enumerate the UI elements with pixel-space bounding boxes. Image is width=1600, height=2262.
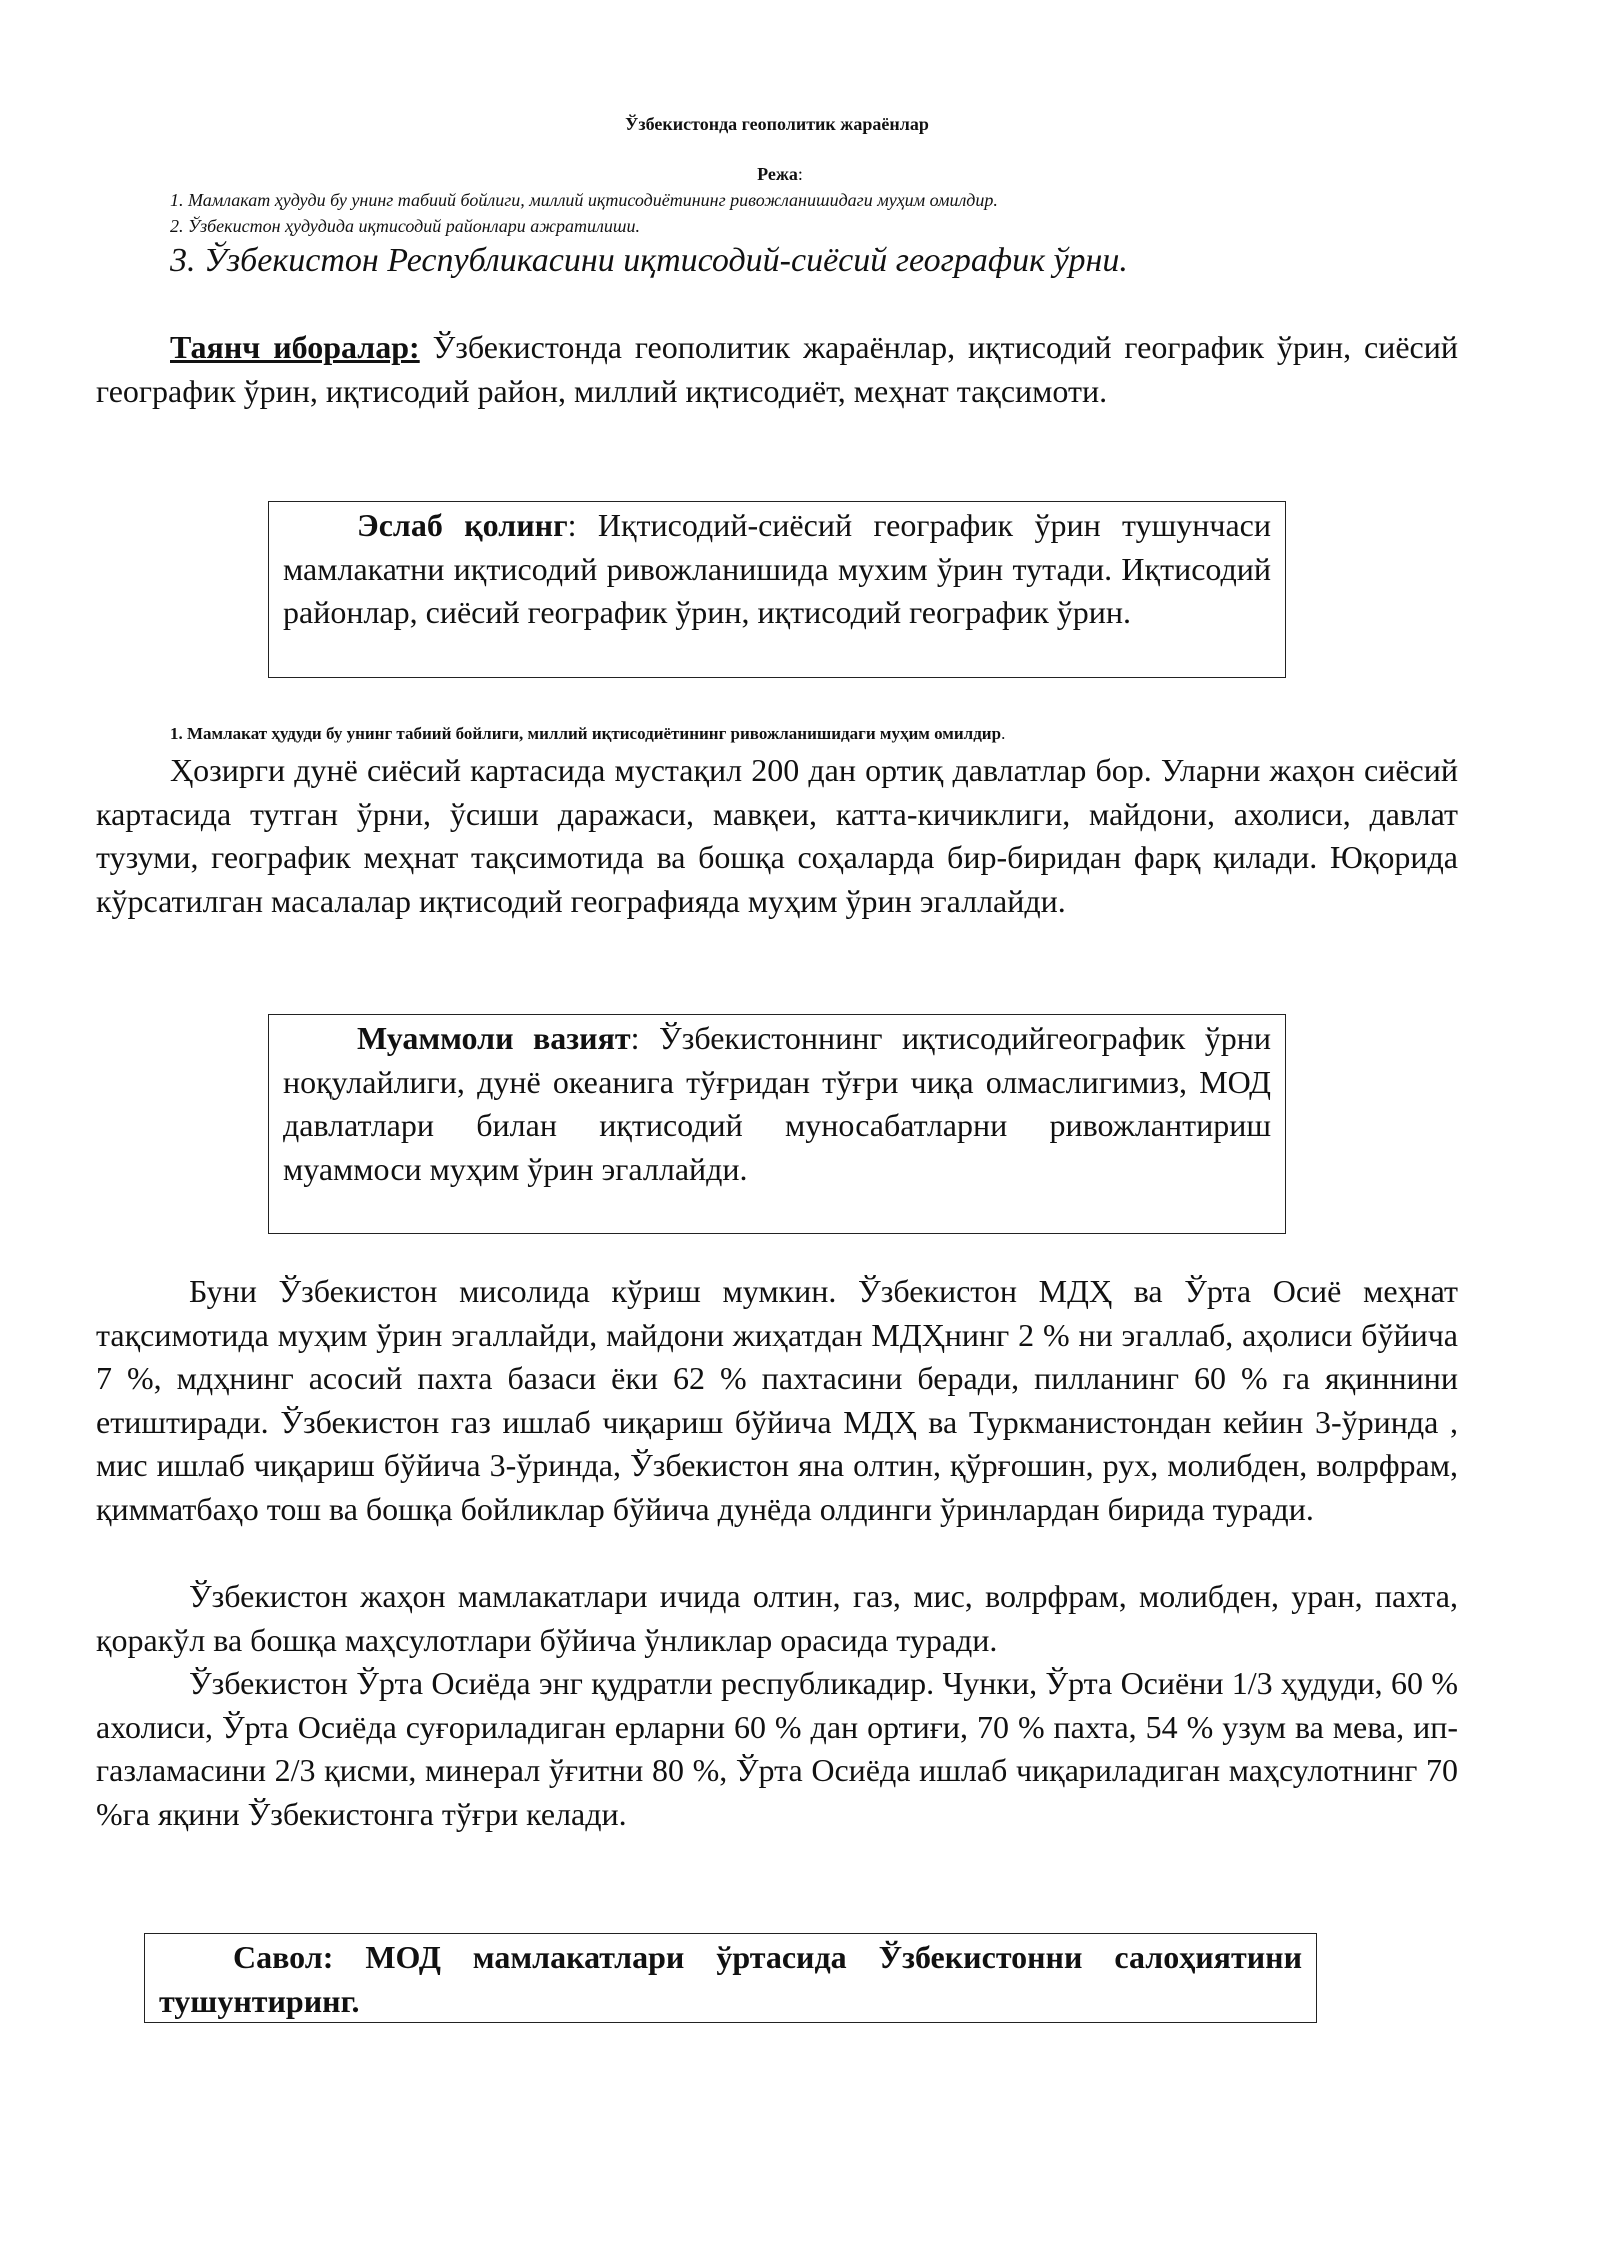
problem-box (268, 1014, 1286, 1234)
keywords-label: Таянч иборалар: (170, 329, 420, 365)
section-1-heading-dot: . (1001, 724, 1006, 743)
paragraph-3: Ўзбекистон жаҳон мамлакатлари ичида олтин, газ, мис, волрфрам, молибден, уран, пахта, қоракўл ва бошқа маҳсулотлари бўйича ўнликлар орасида туради. (96, 1578, 1458, 1658)
remember-text: : Иқтисодий-сиёсий географик ўрин тушунчаси мамлакатни иқтисодий ривожланишида мухим ўрин тутади. Иқтисодий районлар, сиёсий географик ўрин, иқтисодий географик ўрин. (283, 507, 1272, 630)
plan-item-2: 2. Ўзбекистон ҳудудида иқтисодий районлари ажратилиши. (170, 216, 640, 236)
keywords-text: Ўзбекистонда геополитик жараёнлар, иқтисодий географик ўрин, сиёсий географик ўрин, иқтисодий район, миллий иқтисодиёт, меҳнат тақсимоти. (96, 329, 1459, 409)
plan-item-1: 1. Мамлакат ҳудуди бу унинг табиий бойлиги, миллий иқтисодиётининг ривожланишидаги муҳим омилдир. (170, 190, 998, 210)
remember-box (268, 501, 1286, 678)
plan-heading (0, 164, 1560, 185)
paragraph-4: Ўзбекистон Ўрта Осиёда энг қудратли республикадир. Чунки, Ўрта Осиёни 1/3 ҳудуди, 60 % ахолиси, Ўрта Осиёда суғориладиган ерларни 60 % дан ортиғи, 70 % пахта, 54 % узум ва мева, ип-газламасини 2/3 қисми, минерал ўғитни 80 %, Ўрта Осиёда ишлаб чиқариладиган маҳсулотнинг 70 %га яқини Ўзбекистонга тўғри келади. (96, 1665, 1458, 1832)
question-box (144, 1933, 1317, 2023)
problem-label: Муаммоли вазият (357, 1020, 631, 1056)
question-text: Савол: МОД мамлакатлари ўртасида Ўзбекистонни салоҳиятини тушунтиринг. (159, 1939, 1302, 2019)
plan-item-3: 3. Ўзбекистон Республикасини иқтисодий-сиёсий географик ўрни. (170, 242, 1128, 279)
paragraph-1: Ҳозирги дунё сиёсий картасида мустақил 200 дан ортиқ давлатлар бор. Уларни жаҳон сиёсий картасида тутган ўрни, ўсиши даражаси, мавқеи, катта-кичиклиги, майдони, ахолиси, давлат тузуми, географик меҳнат тақсимотида ва бошқа соҳаларда бир-биридан фарқ қилади. Юқорида кўрсатилган масалалар иқтисодий географияда муҳим ўрин эгаллайди. (96, 752, 1458, 919)
keywords-paragraph (96, 326, 1458, 413)
problem-text: : Ўзбекистоннинг иқтисодийгеографик ўрни ноқулайлиги, дунё океанига тўғридан тўғри чиқа олмаслигимиз, МОД давлатлари билан иқтисодий муносабатларни ривожлантириш муаммоси муҳим ўрин эгаллайди. (283, 1020, 1272, 1187)
document-title: Ўзбекистонда геополитик жараёнлар (625, 114, 929, 134)
paragraph-2: Буни Ўзбекистон мисолида кўриш мумкин. Ўзбекистон МДҲ ва Ўрта Осиё меҳнат тақсимотида муҳим ўрин эгаллайди, майдони жиҳатдан МДҲнинг 2 % ни эгаллаб, аҳолиси бўйича 7 %, мдҳнинг асосий пахта базаси ёки 62 % пахтасини беради, пилланинг 60 % га яқиннини етиштиради. Ўзбекистон газ ишлаб чиқариш бўйича МДҲ ва Туркманистондан кейин 3-ўринда , мис ишлаб чиқариш бўйича 3-ўринда, Ўзбекистон яна олтин, қўрғошин, рух, молибден, волрфрам, қимматбаҳо тош ва бошқа бойликлар бўйича дунёда олдинги ўринлардан бирида туради. (96, 1273, 1458, 1527)
section-1-heading-text: 1. Мамлакат ҳудуди бу унинг табиий бойлиги, миллий иқтисодиётининг ривожланишидаги муҳим омилдир (170, 724, 1002, 743)
plan-label: Режа (757, 164, 798, 184)
section-1-heading (170, 724, 1005, 744)
plan-colon: : (797, 164, 803, 184)
remember-label: Эслаб қолинг (357, 507, 568, 543)
